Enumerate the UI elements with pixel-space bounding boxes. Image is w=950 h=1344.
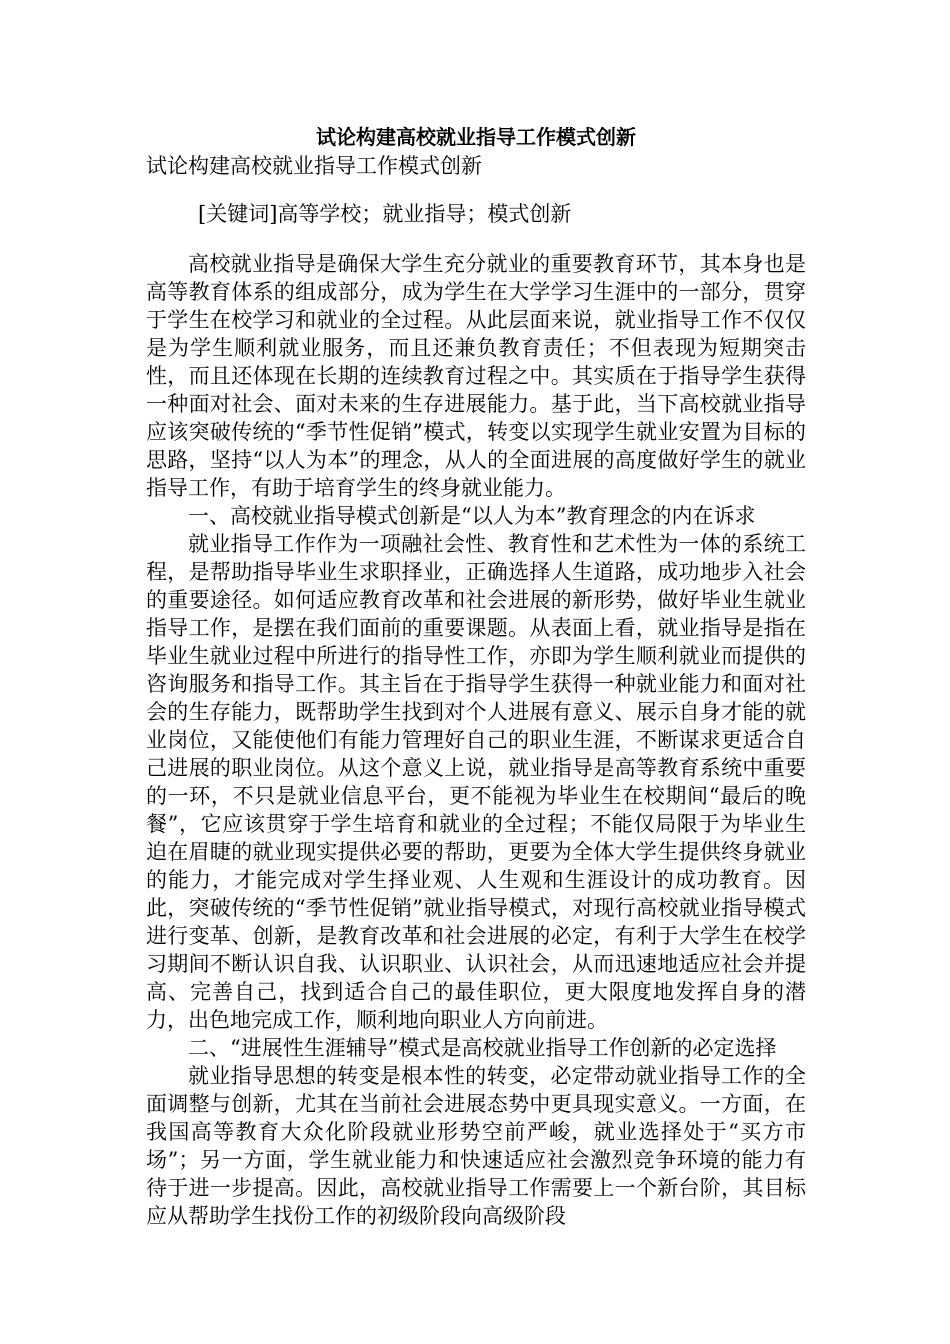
document-content (146, 122, 806, 1230)
document-body (146, 250, 806, 1230)
section-2-paragraph: 就业指导思想的转变是根本性的转变，必定带动就业指导工作的全面调整与创新，尤其在当前社会进展态势中更具现实意义。一方面，在我国高等教育大众化阶段就业形势空前严峻，就业选择处于“买方市场”；另一方面，学生就业能力和快速适应社会激烈竞争环境的能力有待于进一步提高。因此，高校就业指导工作需要上一个新台阶，其目标应从帮助学生找份工作的初级阶段向高级阶段 (146, 1064, 806, 1228)
intro-paragraph: 高校就业指导是确保大学生充分就业的重要教育环节，其本身也是高等教育体系的组成部分，成为学生在大学学习生涯中的一部分，贯穿于学生在校学习和就业的全过程。从此层面来说，就业指导工作不仅仅是为学生顺利就业服务，而且还兼负教育责任；不但表现为短期突击性，而且还体现在长期的连续教育过程之中。其实质在于指导学生获得一种面对社会、面对未来的生存进展能力。基于此，当下高校就业指导应该突破传统的“季节性促销”模式，转变以实现学生就业安置为目标的思路，坚持“以人为本”的理念，从人的全面进展的高度做好学生的就业指导工作，有助于培育学生的终身就业能力。 (146, 252, 806, 500)
keywords-line: [关键词]高等学校；就业指导；模式创新 (198, 202, 572, 226)
section-1-heading: 一、高校就业指导模式创新是“以人为本”教育理念的内在诉求 (188, 504, 756, 528)
section-2-heading: 二、“进展性生涯辅导”模式是高校就业指导工作创新的必定选择 (188, 1036, 777, 1060)
section-1-paragraph: 就业指导工作作为一项融社会性、教育性和艺术性为一体的系统工程，是帮助指导毕业生求职择业，正确选择人生道路，成功地步入社会的重要途径。如何适应教育改革和社会进展的新形势，做好毕业生就业指导工作，是摆在我们面前的重要课题。从表面上看，就业指导是指在毕业生就业过程中所进行的指导性工作，亦即为学生顺利就业而提供的咨询服务和指导工作。其主旨在于指导学生获得一种就业能力和面对社会的生存能力，既帮助学生找到对个人进展有意义、展示自身才能的就业岗位，又能使他们有能力管理好自己的职业生涯，不断谋求更适合自己进展的职业岗位。从这个意义上说，就业指导是高等教育系统中重要的一环，不只是就业信息平台，更不能视为毕业生在校期间“最后的晚餐”，它应该贯穿于学生培育和就业的全过程；不能仅局限于为毕业生迫在眉睫的就业现实提供必要的帮助，更要为全体大学生提供终身就业的能力，才能完成对学生择业观、人生观和生涯设计的成功教育。因此，突破传统的“季节性促销”就业指导模式，对现行高校就业指导模式进行变革、创新，是教育改革和社会进展的必定，有利于大学生在校学习期间不断认识自我、认识职业、认识社会，从而迅速地适应社会并提高、完善自己，找到适合自己的最佳职位，更大限度地发挥自身的潜力，出色地完成工作，顺利地向职业人方向前进。 (146, 532, 806, 1032)
document-title: 试论构建高校就业指导工作模式创新 (316, 125, 636, 149)
document-subtitle: 试论构建高校就业指导工作模式创新 (146, 154, 482, 178)
